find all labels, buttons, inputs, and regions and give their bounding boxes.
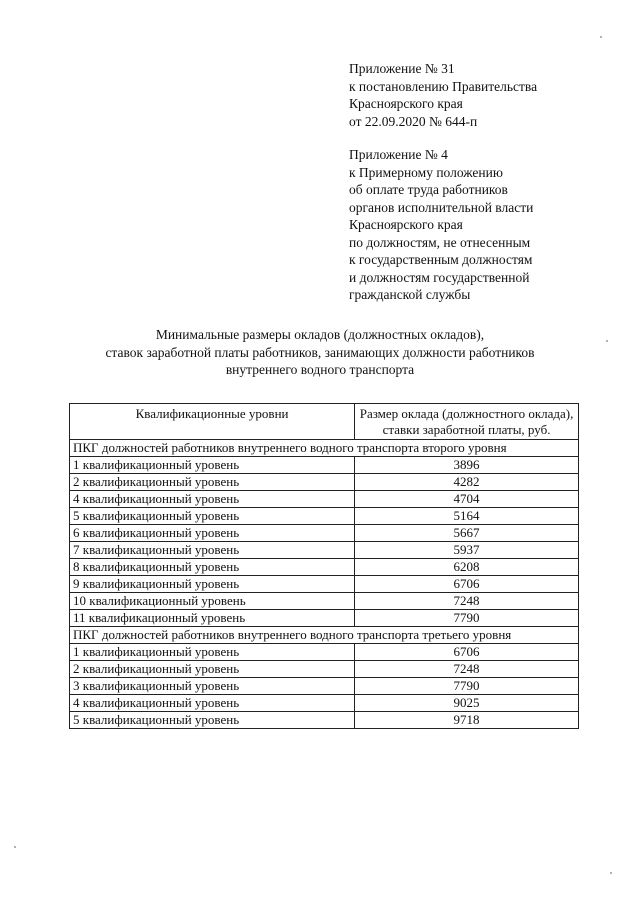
level-cell: 2 квалификационный уровень <box>70 474 355 491</box>
level-cell: 1 квалификационный уровень <box>70 644 355 661</box>
scan-speck <box>606 340 608 342</box>
group-row <box>70 627 579 644</box>
level-cell: 1 квалификационный уровень <box>70 457 355 474</box>
appendix-sub-line: об оплате труда работников <box>349 182 508 197</box>
level-cell: 9 квалификационный уровень <box>70 576 355 593</box>
appendix-sub-line: Приложение № 4 <box>349 147 448 162</box>
table-header-row <box>70 404 579 440</box>
header-qualification-levels: Квалификационные уровни <box>70 404 355 440</box>
appendix-main-line: от 22.09.2020 № 644-п <box>349 113 478 129</box>
salary-cell: 4282 <box>355 474 579 491</box>
appendix-sub-block <box>349 146 533 304</box>
level-cell: 5 квалификационный уровень <box>70 508 355 525</box>
salary-table <box>69 403 579 729</box>
scan-speck <box>600 36 602 38</box>
salary-cell: 4704 <box>355 491 579 508</box>
table-row <box>70 542 579 559</box>
table-row <box>70 525 579 542</box>
salary-cell: 7790 <box>355 678 579 695</box>
level-cell: 3 квалификационный уровень <box>70 678 355 695</box>
document-title <box>60 326 580 379</box>
level-cell: 4 квалификационный уровень <box>70 491 355 508</box>
level-cell: 5 квалификационный уровень <box>70 712 355 729</box>
appendix-sub-line: органов исполнительной власти <box>349 199 534 215</box>
level-cell: 8 квалификационный уровень <box>70 559 355 576</box>
title-line: внутреннего водного транспорта <box>225 362 415 377</box>
salary-cell: 6706 <box>355 576 579 593</box>
level-cell: 10 квалификационный уровень <box>70 593 355 610</box>
table-row <box>70 678 579 695</box>
salary-cell: 6706 <box>355 644 579 661</box>
appendix-sub-line: к государственным должностям <box>349 252 533 267</box>
appendix-main-line: Приложение № 31 <box>349 61 455 76</box>
salary-cell: 6208 <box>355 559 579 576</box>
scan-speck <box>610 872 612 874</box>
table-row <box>70 576 579 593</box>
table-row <box>70 712 579 729</box>
table-row <box>70 457 579 474</box>
appendix-sub-line: и должностям государственной <box>349 269 530 285</box>
appendix-main-line: к постановлению Правительства <box>349 78 538 94</box>
appendix-main-block <box>349 60 537 130</box>
table-row <box>70 661 579 678</box>
appendix-sub-line: гражданской службы <box>349 287 471 302</box>
table-row <box>70 610 579 627</box>
appendix-main-line: Красноярского края <box>349 96 463 111</box>
group-title: ПКГ должностей работников внутреннего водного транспорта третьего уровня <box>70 627 579 644</box>
scan-speck <box>14 846 16 848</box>
level-cell: 2 квалификационный уровень <box>70 661 355 678</box>
salary-cell: 7248 <box>355 593 579 610</box>
appendix-sub-line: к Примерному положению <box>349 164 503 180</box>
level-cell: 6 квалификационный уровень <box>70 525 355 542</box>
table-row <box>70 593 579 610</box>
salary-cell: 3896 <box>355 457 579 474</box>
level-cell: 4 квалификационный уровень <box>70 695 355 712</box>
header-salary-size: Размер оклада (должностного оклада), ставки заработной платы, руб. <box>355 404 579 440</box>
salary-cell: 9718 <box>355 712 579 729</box>
salary-cell: 5937 <box>355 542 579 559</box>
table-row <box>70 644 579 661</box>
appendix-sub-line: Красноярского края <box>349 217 463 232</box>
salary-cell: 7790 <box>355 610 579 627</box>
group-row <box>70 440 579 457</box>
level-cell: 7 квалификационный уровень <box>70 542 355 559</box>
salary-cell: 5164 <box>355 508 579 525</box>
salary-cell: 7248 <box>355 661 579 678</box>
table-row <box>70 508 579 525</box>
table-row <box>70 474 579 491</box>
salary-cell: 5667 <box>355 525 579 542</box>
title-line: ставок заработной платы работников, занимающих должности работников <box>105 344 535 360</box>
table-row <box>70 559 579 576</box>
title-line: Минимальные размеры окладов (должностных окладов), <box>155 327 485 342</box>
table-row <box>70 695 579 712</box>
group-title: ПКГ должностей работников внутреннего водного транспорта второго уровня <box>70 440 579 457</box>
table-row <box>70 491 579 508</box>
level-cell: 11 квалификационный уровень <box>70 610 355 627</box>
appendix-sub-line: по должностям, не отнесенным <box>349 234 531 250</box>
salary-cell: 9025 <box>355 695 579 712</box>
